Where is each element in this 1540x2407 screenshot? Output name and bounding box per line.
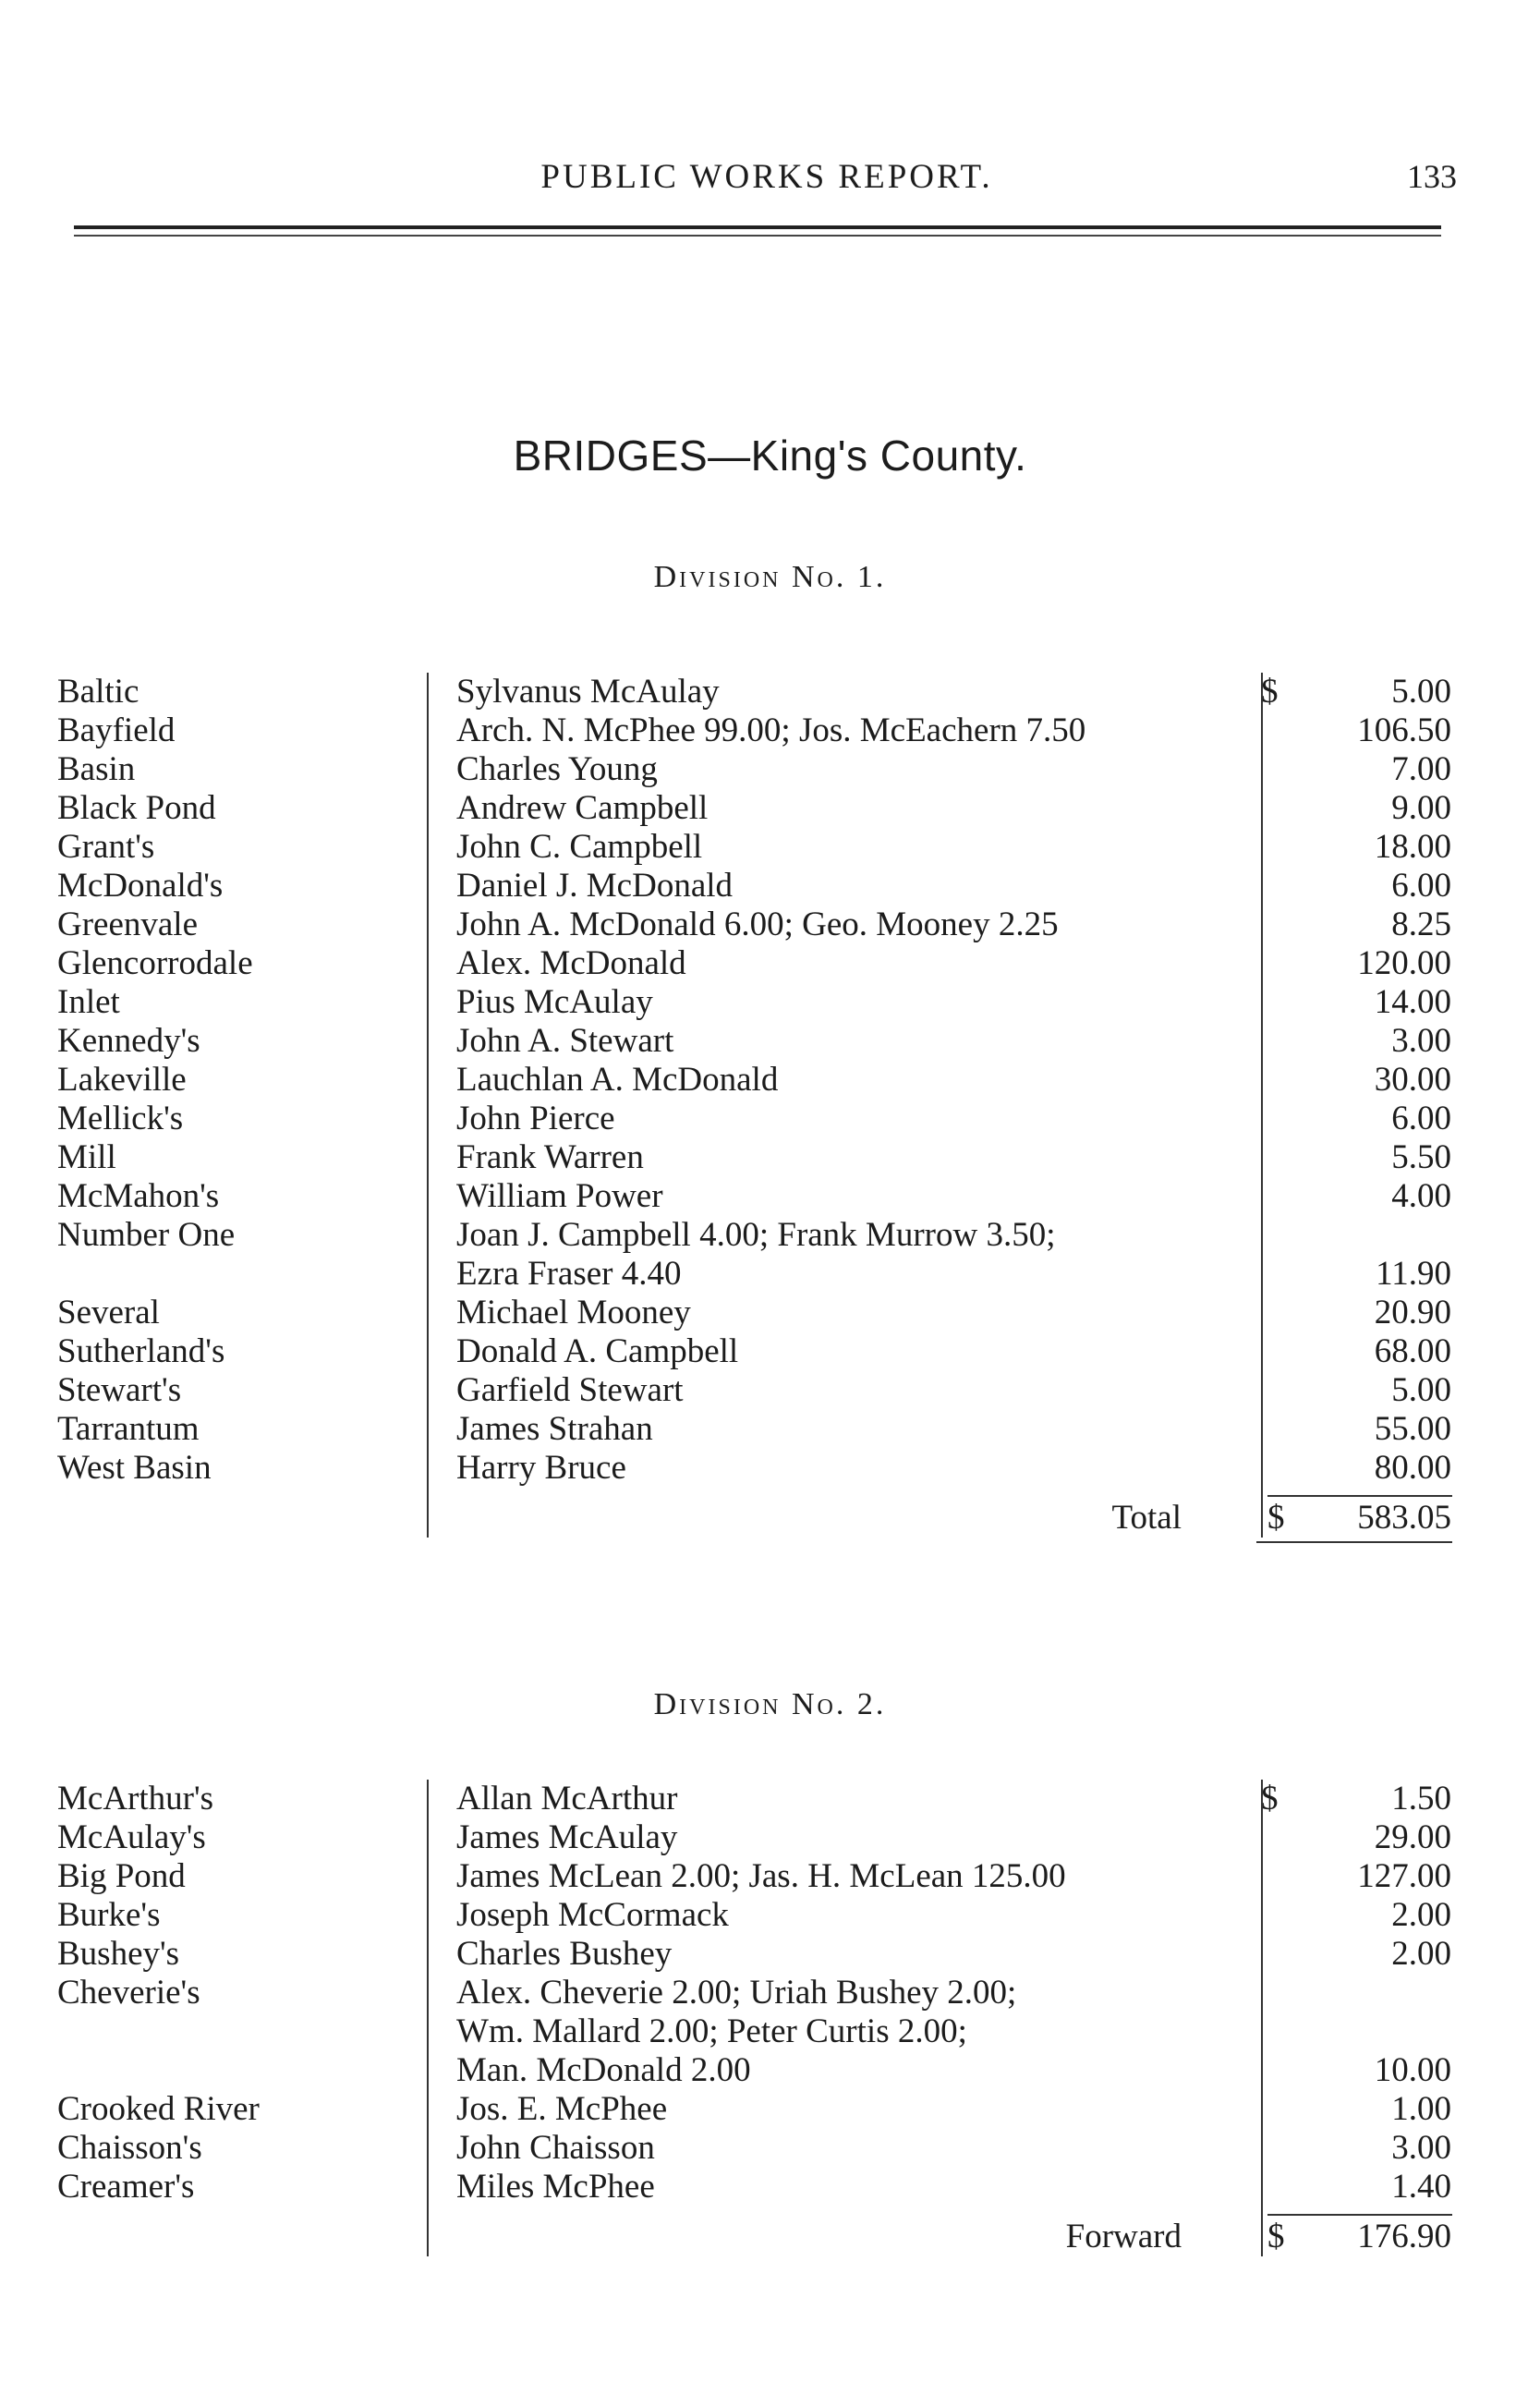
contractor-name: Michael Mooney [456,1294,691,1331]
column-rule [1261,673,1263,1538]
header-rule [74,225,1441,229]
bridge-name: Basin [57,750,136,788]
bridge-name: McArthur's [57,1780,214,1817]
table-row [0,1022,1540,1061]
total-label: Total [1111,1499,1182,1537]
contractor-name: John C. Campbell [456,828,703,866]
total-rule [1267,2214,1452,2216]
bridge-name: Burke's [57,1896,161,1934]
contractor-name: John A. Stewart [456,1022,674,1060]
table-row [0,1294,1540,1332]
bridge-name: Greenvale [57,906,199,943]
total-underline [1256,1541,1452,1543]
amount: 11.90 [1376,1255,1451,1293]
table-row [0,828,1540,867]
table-row [0,1410,1540,1449]
contractor-name: Alex. Cheverie 2.00; Uriah Bushey 2.00; [456,1974,1017,2012]
division-1-heading: Division No. 1. [653,560,887,594]
amount: 20.90 [1374,1294,1451,1331]
amount: 7.00 [1391,750,1451,788]
amount: 68.00 [1374,1332,1451,1370]
amount: 2.00 [1391,1935,1451,1973]
total-amount: 583.05 [1357,1499,1451,1537]
bridge-name: Chaisson's [57,2129,202,2167]
bridge-name: Black Pond [57,789,216,827]
contractor-name: Joan J. Campbell 4.00; Frank Murrow 3.50; [456,1216,1056,1254]
bridge-name: Tarrantum [57,1410,200,1448]
dollar-sign: $ [1261,673,1279,711]
bridge-name: Creamer's [57,2168,195,2206]
bridge-name: Stewart's [57,1371,182,1409]
contractor-name: Pius McAulay [456,983,653,1021]
table-row [0,1332,1540,1371]
amount: 3.00 [1391,1022,1451,1060]
total-label: Forward [1065,2218,1182,2255]
header-rule-thin [74,235,1441,237]
bridge-name: McAulay's [57,1818,206,1856]
contractor-name: Joseph McCormack [456,1896,729,1934]
bridge-name: Big Pond [57,1857,186,1895]
amount: 3.00 [1391,2129,1451,2167]
amount: 55.00 [1374,1410,1451,1448]
bridge-name: Sutherland's [57,1332,225,1370]
table-row [0,2168,1540,2206]
table-row [0,2129,1540,2168]
table-row [0,1896,1540,1935]
contractor-name: Ezra Fraser 4.40 [456,1255,682,1293]
page-number: 133 [1407,158,1457,195]
amount: 1.00 [1391,2090,1451,2128]
table-row [0,1857,1540,1896]
contractor-name: Sylvanus McAulay [456,673,720,711]
contractor-name: James McLean 2.00; Jas. H. McLean 125.00 [456,1857,1066,1895]
table-row [0,2012,1540,2051]
bridge-name: Grant's [57,828,155,866]
table-row [0,1177,1540,1216]
contractor-name: Charles Bushey [456,1935,673,1973]
total-rule [1267,1495,1452,1497]
bridge-name: Kennedy's [57,1022,200,1060]
contractor-name: Garfield Stewart [456,1371,684,1409]
contractor-name: Man. McDonald 2.00 [456,2051,751,2089]
contractor-name: Andrew Campbell [456,789,709,827]
bridge-name: Mill [57,1138,116,1176]
amount: 127.00 [1357,1857,1451,1895]
contractor-name: James McAulay [456,1818,678,1856]
bridge-name: Crooked River [57,2090,260,2128]
amount: 14.00 [1374,983,1451,1021]
contractor-name: Allan McArthur [456,1780,678,1817]
amount: 5.00 [1391,673,1451,711]
bridge-name: Bayfield [57,711,176,749]
table-row [0,673,1540,711]
page-header-title: PUBLIC WORKS REPORT. [540,158,993,196]
amount: 18.00 [1374,828,1451,866]
amount: 30.00 [1374,1061,1451,1099]
bridge-name: Inlet [57,983,120,1021]
amount: 6.00 [1391,1100,1451,1137]
bridge-name: McMahon's [57,1177,220,1215]
bridge-name: Lakeville [57,1061,187,1099]
amount: 8.25 [1391,906,1451,943]
bridge-name: Mellick's [57,1100,184,1137]
contractor-name: William Power [456,1177,663,1215]
dollar-sign: $ [1267,2218,1285,2255]
total-amount: 176.90 [1357,2218,1451,2255]
table-row [0,1780,1540,1818]
table-row [0,1138,1540,1177]
contractor-name: Lauchlan A. McDonald [456,1061,779,1099]
table-row [0,906,1540,944]
amount: 1.50 [1391,1780,1451,1817]
table-row [0,867,1540,906]
table-row [0,2090,1540,2129]
amount: 9.00 [1391,789,1451,827]
table-row [0,2051,1540,2090]
bridge-name: Bushey's [57,1935,180,1973]
amount: 5.50 [1391,1138,1451,1176]
table-row [0,1974,1540,2012]
contractor-name: John A. McDonald 6.00; Geo. Mooney 2.25 [456,906,1059,943]
amount: 4.00 [1391,1177,1451,1215]
amount: 106.50 [1357,711,1451,749]
amount: 80.00 [1374,1449,1451,1487]
table-row [0,1371,1540,1410]
contractor-name: Wm. Mallard 2.00; Peter Curtis 2.00; [456,2012,967,2050]
table-row [0,1449,1540,1488]
bridge-name: Several [57,1294,160,1331]
bridge-name: Baltic [57,673,139,711]
division-2-heading: Division No. 2. [653,1687,887,1721]
table-row [0,711,1540,750]
table-row [0,1100,1540,1138]
amount: 6.00 [1391,867,1451,905]
table-row [0,983,1540,1022]
contractor-name: Harry Bruce [456,1449,626,1487]
contractor-name: John Pierce [456,1100,615,1137]
contractor-name: Alex. McDonald [456,944,686,982]
amount: 29.00 [1374,1818,1451,1856]
column-rule [427,1780,429,2256]
table-row [0,789,1540,828]
table-row [0,750,1540,789]
contractor-name: James Strahan [456,1410,653,1448]
dollar-sign: $ [1261,1780,1279,1817]
table-row [0,1255,1540,1294]
amount: 10.00 [1374,2051,1451,2089]
table-row [0,1935,1540,1974]
main-title: BRIDGES—King's County. [513,432,1027,480]
bridge-name: McDonald's [57,867,224,905]
amount: 1.40 [1391,2168,1451,2206]
table-row [0,944,1540,983]
contractor-name: Arch. N. McPhee 99.00; Jos. McEachern 7.50 [456,711,1086,749]
table-row [0,1216,1540,1255]
column-rule [427,673,429,1538]
amount: 5.00 [1391,1371,1451,1409]
contractor-name: Charles Young [456,750,658,788]
contractor-name: Donald A. Campbell [456,1332,739,1370]
table-row [0,1818,1540,1857]
bridge-name: West Basin [57,1449,212,1487]
bridge-name: Cheverie's [57,1974,200,2012]
amount: 120.00 [1357,944,1451,982]
table-row [0,1061,1540,1100]
contractor-name: Daniel J. McDonald [456,867,734,905]
contractor-name: Frank Warren [456,1138,644,1176]
contractor-name: John Chaisson [456,2129,655,2167]
contractor-name: Jos. E. McPhee [456,2090,668,2128]
bridge-name: Number One [57,1216,236,1254]
amount: 2.00 [1391,1896,1451,1934]
dollar-sign: $ [1267,1499,1285,1537]
bridge-name: Glencorrodale [57,944,253,982]
column-rule [1261,1780,1263,2256]
contractor-name: Miles McPhee [456,2168,655,2206]
